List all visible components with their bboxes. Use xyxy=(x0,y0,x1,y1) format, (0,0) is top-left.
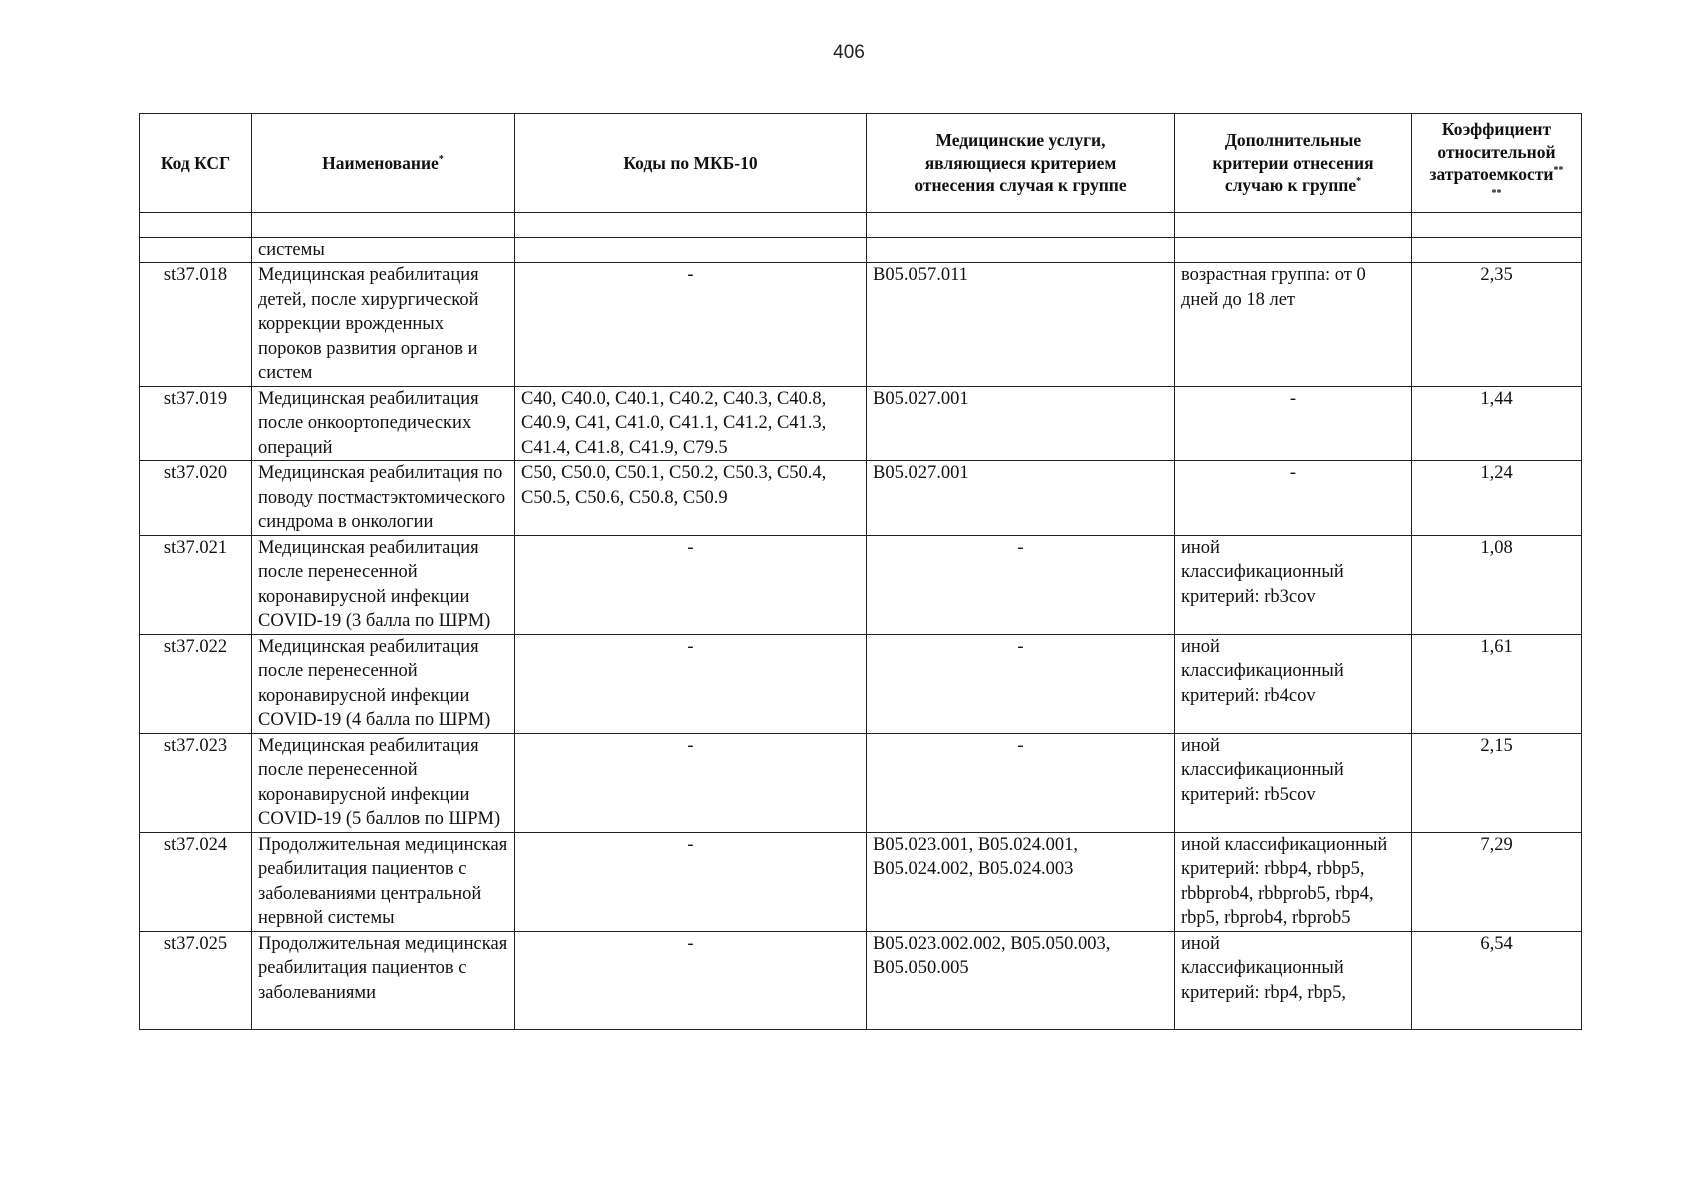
blank-row xyxy=(140,213,1582,238)
header-criteria: Дополнительные критерии отнесения случаю к группе* xyxy=(1175,114,1412,213)
cell-code: st37.025 xyxy=(140,931,252,1029)
cell-name: Медицинская реабилитация после онкоортопедических операций xyxy=(252,386,515,461)
cell-icd: - xyxy=(515,263,867,387)
cell-coef: 6,54 xyxy=(1412,931,1582,1029)
table-row xyxy=(140,733,1582,832)
table-row xyxy=(140,263,1582,387)
table-row xyxy=(140,535,1582,634)
table-row xyxy=(140,634,1582,733)
cell-coef: 2,35 xyxy=(1412,263,1582,387)
cell-coef: 1,08 xyxy=(1412,535,1582,634)
cell-services: B05.027.001 xyxy=(867,386,1175,461)
cell-criteria: иной классификационный критерий: rbbp4, rbbp5, rbbprob4, rbbprob5, rbp4, rbp5, rbprob4, rbprob5 xyxy=(1175,832,1412,931)
cell-coef: 1,44 xyxy=(1412,386,1582,461)
page-number: 406 xyxy=(833,42,865,63)
header-row xyxy=(140,114,1582,213)
cell-name: Медицинская реабилитация после перенесенной коронавирусной инфекции COVID-19 (5 баллов по ШРМ) xyxy=(252,733,515,832)
cell-criteria: иной классификационный критерий: rb5cov xyxy=(1175,733,1412,832)
cell-code: st37.022 xyxy=(140,634,252,733)
header-code: Код КСГ xyxy=(140,114,252,213)
cell-icd: - xyxy=(515,535,867,634)
cell-code: st37.021 xyxy=(140,535,252,634)
cell-name: Продолжительная медицинская реабилитация пациентов с заболеваниями центральной нервной системы xyxy=(252,832,515,931)
cell-name: Продолжительная медицинская реабилитация пациентов с заболеваниями xyxy=(252,931,515,1029)
cell-criteria: иной классификационный критерий: rbp4, rbp5, xyxy=(1175,931,1412,1029)
cell-coef: 1,24 xyxy=(1412,461,1582,536)
cell-criteria: иной классификационный критерий: rb4cov xyxy=(1175,634,1412,733)
cell-icd: - xyxy=(515,931,867,1029)
cell-name: Медицинская реабилитация по поводу постмастэктомического синдрома в онкологии xyxy=(252,461,515,536)
table-row xyxy=(140,386,1582,461)
cell-criteria: - xyxy=(1175,386,1412,461)
cell-icd: - xyxy=(515,634,867,733)
cell-code: st37.023 xyxy=(140,733,252,832)
table-row xyxy=(140,461,1582,536)
cell-criteria: возрастная группа: от 0 дней до 18 лет xyxy=(1175,263,1412,387)
cell-coef: 1,61 xyxy=(1412,634,1582,733)
header-services: Медицинские услуги, являющиеся критерием отнесения случая к группе xyxy=(867,114,1175,213)
cell-name: Медицинская реабилитация после перенесенной коронавирусной инфекции COVID-19 (4 балла по ШРМ) xyxy=(252,634,515,733)
cell-services: - xyxy=(867,733,1175,832)
cell-name: Медицинская реабилитация после перенесенной коронавирусной инфекции COVID-19 (3 балла по ШРМ) xyxy=(252,535,515,634)
cell-icd: - xyxy=(515,733,867,832)
cell-criteria: - xyxy=(1175,461,1412,536)
cell-coef: 7,29 xyxy=(1412,832,1582,931)
table-row xyxy=(140,931,1582,1029)
cell-icd: C50, C50.0, C50.1, C50.2, C50.3, C50.4, C50.5, C50.6, C50.8, C50.9 xyxy=(515,461,867,536)
cell-icd: - xyxy=(515,832,867,931)
cell-criteria: иной классификационный критерий: rb3cov xyxy=(1175,535,1412,634)
continuation-text: системы xyxy=(252,238,515,263)
cell-services: B05.023.002.002, B05.050.003, B05.050.005 xyxy=(867,931,1175,1029)
cell-code: st37.020 xyxy=(140,461,252,536)
ksg-table xyxy=(139,113,1582,1030)
header-name: Наименование* xyxy=(252,114,515,213)
cell-icd: C40, C40.0, C40.1, C40.2, C40.3, C40.8, C40.9, C41, C41.0, C41.1, C41.2, C41.3, C41.4, C41.8, C41.9, C79.5 xyxy=(515,386,867,461)
cell-services: - xyxy=(867,535,1175,634)
cell-code: st37.018 xyxy=(140,263,252,387)
cell-coef: 2,15 xyxy=(1412,733,1582,832)
cell-services: B05.023.001, B05.024.001, B05.024.002, B05.024.003 xyxy=(867,832,1175,931)
cell-services: - xyxy=(867,634,1175,733)
header-coef: Коэффициент относительной затратоемкости** ** xyxy=(1412,114,1582,213)
continuation-row xyxy=(140,238,1582,263)
cell-services: B05.027.001 xyxy=(867,461,1175,536)
table-row xyxy=(140,832,1582,931)
header-icd: Коды по МКБ-10 xyxy=(515,114,867,213)
cell-code: st37.024 xyxy=(140,832,252,931)
cell-services: B05.057.011 xyxy=(867,263,1175,387)
cell-name: Медицинская реабилитация детей, после хирургической коррекции врожденных пороков развития органов и систем xyxy=(252,263,515,387)
cell-code: st37.019 xyxy=(140,386,252,461)
